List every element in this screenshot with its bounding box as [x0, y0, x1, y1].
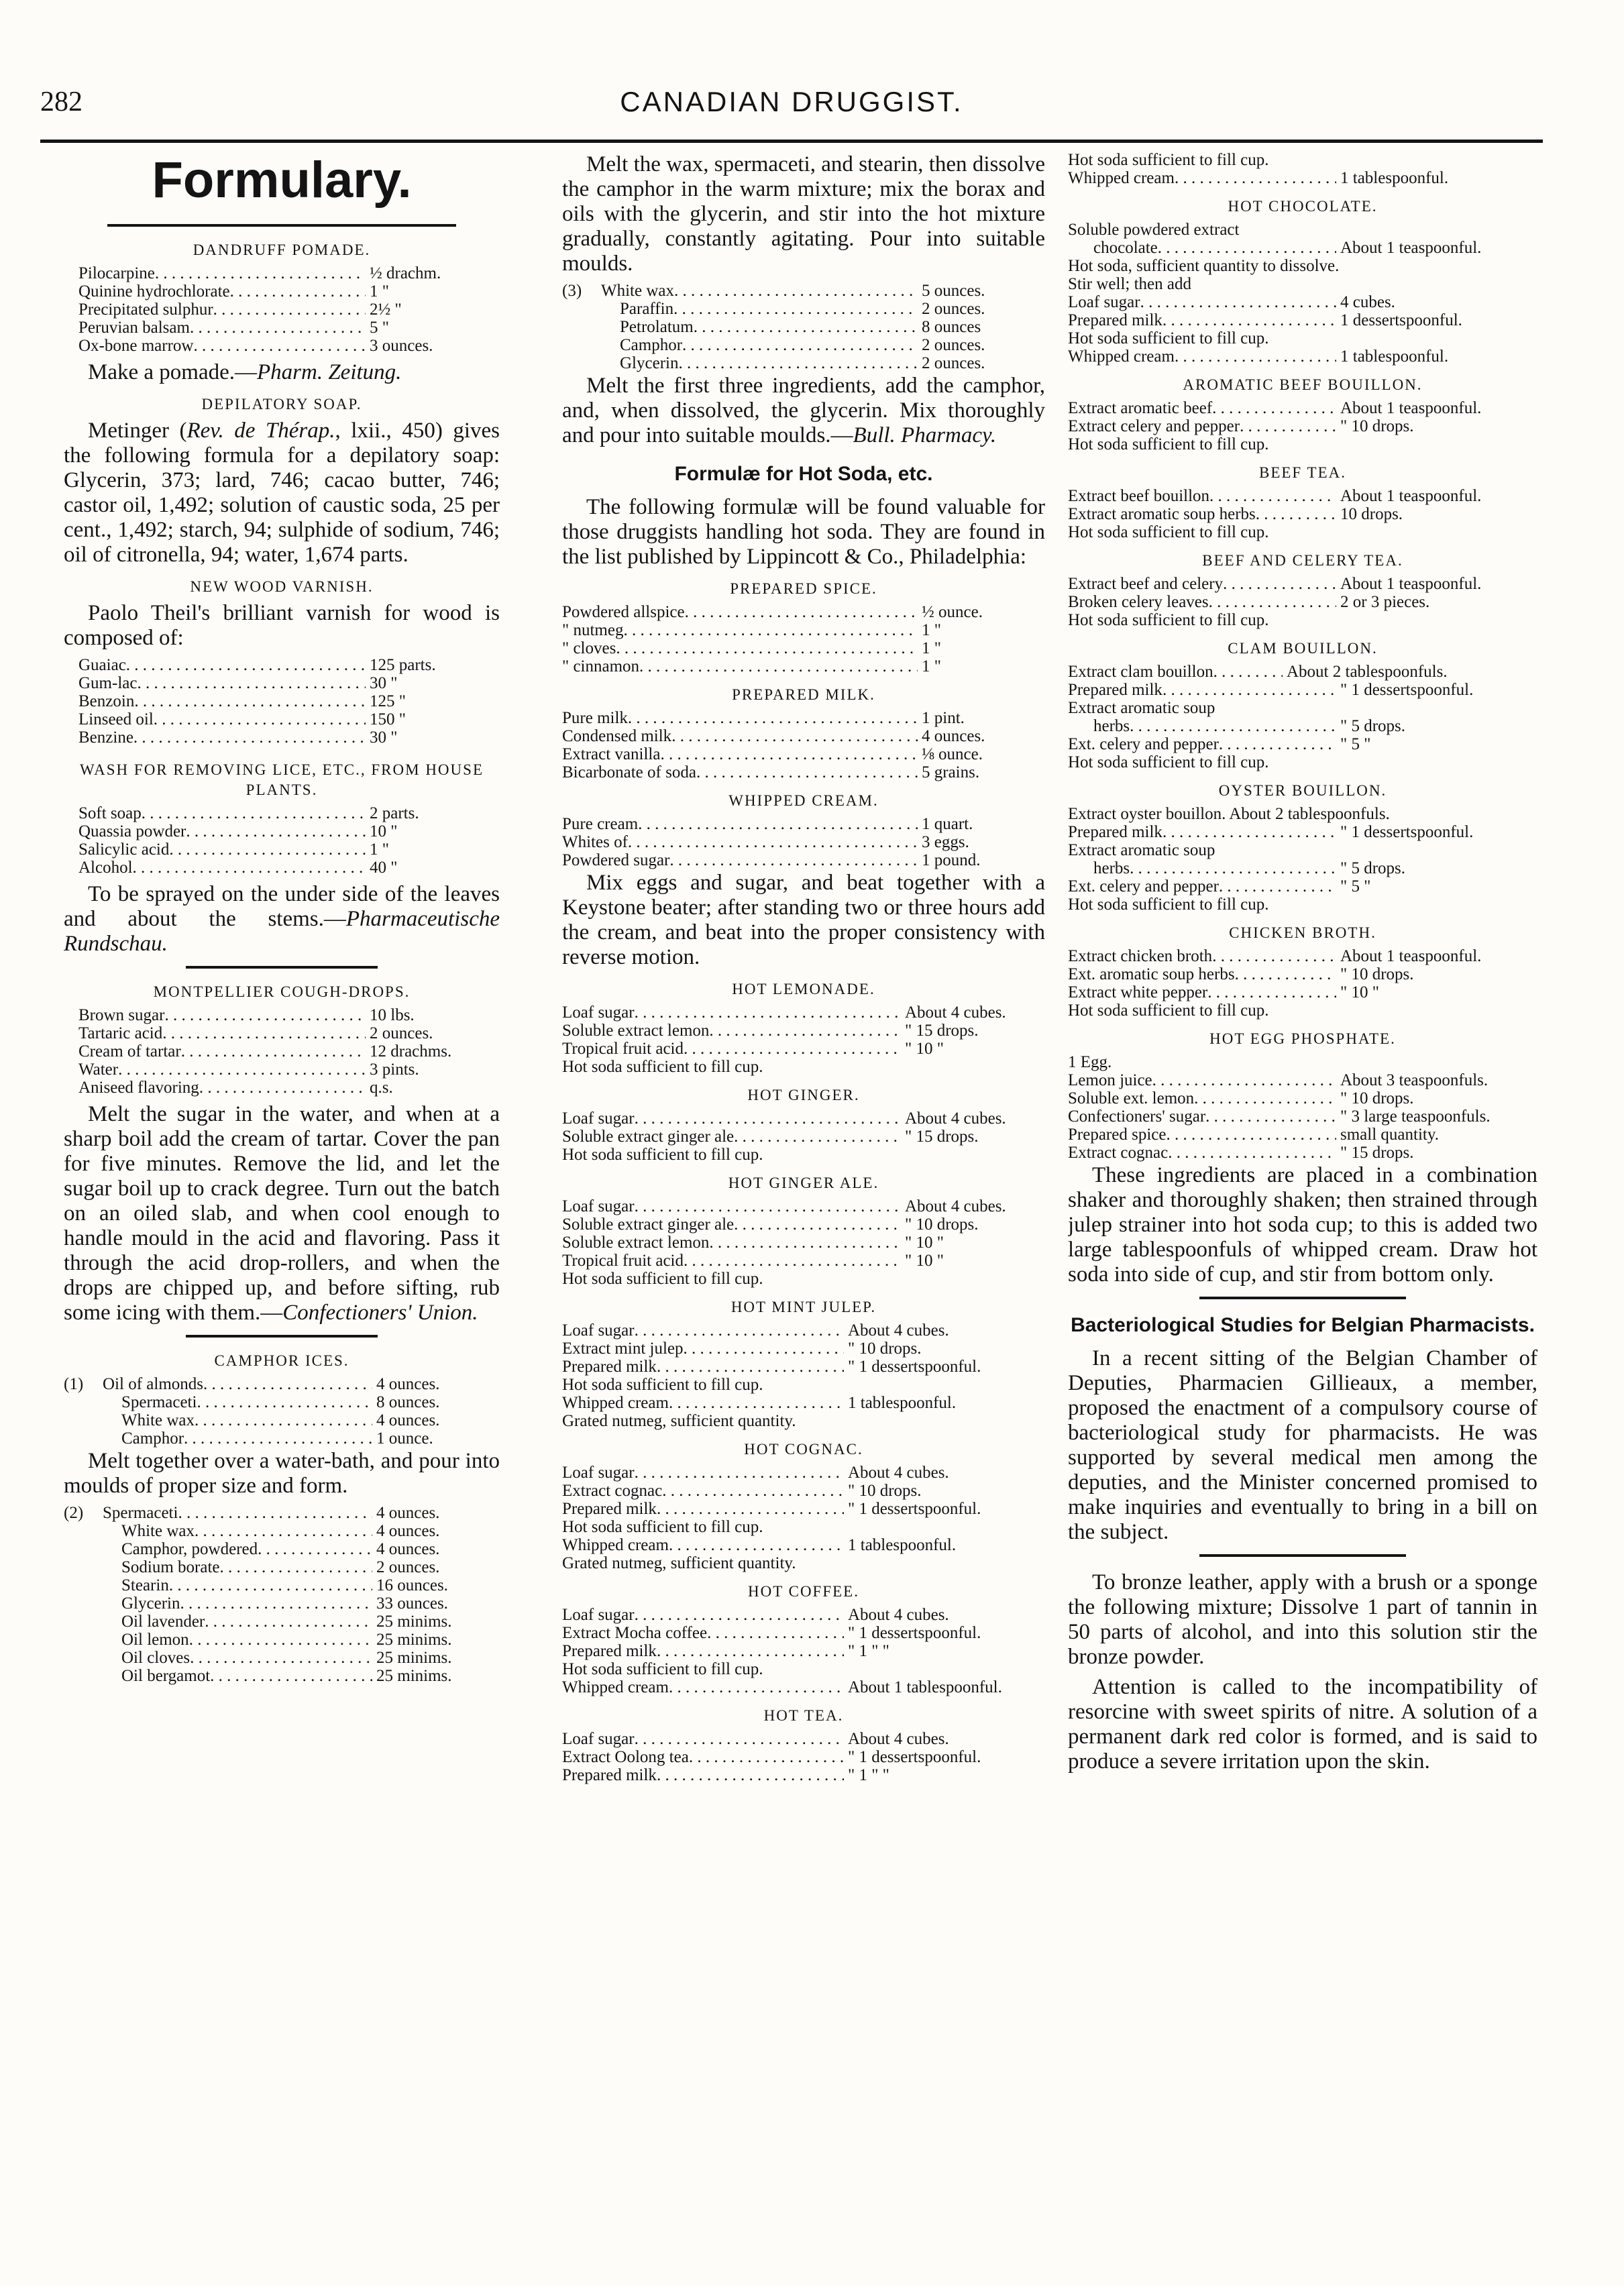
recipe-heading-hot-coffee: HOT COFFEE.: [748, 1583, 859, 1600]
ingredient-row: Loaf sugar . . . About 4 cubes.: [562, 1606, 1045, 1624]
recipe-heading-oyster-bouillon: OYSTER BOUILLON.: [1218, 782, 1387, 799]
recipe-heading-hot-cognac: HOT COGNAC.: [744, 1441, 863, 1458]
recipe-note: Hot soda sufficient to fill cup.: [562, 1660, 763, 1678]
recipe-note: Hot soda sufficient to fill cup.: [562, 1146, 763, 1164]
section-rule: [1199, 1297, 1406, 1299]
recipe-note: Hot soda sufficient to fill cup.: [1068, 151, 1269, 169]
recipe-heading-depilatory: DEPILATORY SOAP.: [201, 396, 362, 413]
ingredient-row: Precipitated sulphur . . . 2½ ": [78, 301, 493, 319]
recipe-note: Grated nutmeg, sufficient quantity.: [562, 1554, 796, 1572]
ingredient-row: Oil cloves . . . 25 minims.: [103, 1649, 500, 1667]
ingredient-row: White wax . . . 4 ounces.: [103, 1522, 500, 1540]
ingredient-row: Extract vanilla . . . ⅛ ounce.: [562, 745, 1045, 763]
ingredient-row: Spermaceti . . . 4 ounces.: [103, 1504, 500, 1522]
paragraph: Mix eggs and sugar, and beat together with a Keystone beater; after standing two or three hours add the cream, and beat into the proper consistency with reverse motion.: [562, 871, 1045, 969]
ingredient-row: Extract beef bouillon . . . About 1 teaspoonful.: [1068, 487, 1537, 505]
paragraph: To bronze leather, apply with a brush or a sponge the following mixture; Dissolve 1 part of tannin in 50 parts of alcohol, and into this solution stir the bronze powder.: [1068, 1570, 1537, 1669]
ingredient-row: Tropical fruit acid . . . " 10 ": [562, 1252, 1045, 1270]
formula-number: (2): [64, 1504, 84, 1522]
ingredient-row: Whipped cream . . . 1 tablespoonful.: [562, 1536, 1045, 1554]
ingredient-row: Whipped cream . . . About 1 tablespoonful.: [562, 1678, 1045, 1696]
numbered-formula: [64, 1375, 500, 1448]
recipe-heading-beef-tea: BEEF TEA.: [1258, 464, 1347, 481]
ingredient-row: Broken celery leaves . . . 2 or 3 pieces.: [1068, 593, 1537, 611]
ingredient-row: Extract mint julep . . . " 10 drops.: [562, 1340, 1045, 1358]
ingredient-row: Linseed oil . . . 150 ": [78, 710, 493, 728]
recipe-heading-aromatic-beef-bouillon: AROMATIC BEEF BOUILLON.: [1183, 376, 1423, 393]
ingredient-row: Benzoin . . . 125 ": [78, 692, 493, 710]
recipe-heading-lice: WASH FOR REMOVING LICE, ETC., FROM HOUSE PLANTS.: [79, 761, 484, 798]
ingredient-row: Prepared spice . . . small quantity.: [1068, 1126, 1537, 1144]
recipe-note: Hot soda sufficient to fill cup.: [1068, 435, 1269, 453]
ingredient-row: Prepared milk . . . " 1 dessertspoonful.: [562, 1500, 1045, 1518]
ingredient-row: Oil bergamot . . . 25 minims.: [103, 1667, 500, 1685]
ingredient-row: Salicylic acid . . . 1 ": [78, 840, 493, 859]
ingredient-row: Oil of almonds . . . 4 ounces.: [103, 1375, 500, 1393]
ingredient-row: Loaf sugar . . . About 4 cubes.: [562, 1321, 1045, 1340]
recipe-heading-dandruff: DANDRUFF POMADE.: [193, 241, 371, 258]
section-title: Formulary.: [152, 152, 412, 209]
ingredient-row: Water . . . 3 pints.: [78, 1060, 493, 1079]
recipe-note: Hot soda sufficient to fill cup.: [562, 1270, 763, 1288]
page-header: [40, 80, 1543, 144]
ingredient-row: Prepared milk . . . " 1 " ": [562, 1766, 1045, 1784]
recipe-heading-hot-egg-phosphate: HOT EGG PHOSPHATE.: [1209, 1030, 1396, 1047]
recipe-note: Hot soda sufficient to fill cup.: [562, 1376, 763, 1394]
ingredient-row: Loaf sugar . . . About 4 cubes.: [562, 1730, 1045, 1748]
ingredient-row: Prepared milk . . . " 1 dessertspoonful.: [562, 1358, 1045, 1376]
recipe-heading-hot-chocolate: HOT CHOCOLATE.: [1228, 198, 1378, 215]
paragraph: Metinger (Rev. de Thérap., lxii., 450) gives the following formula for a depilatory soap: Glycerin, 373; lard, 746; cacao butter, 746; castor oil, 1,492; solution of caustic soda, 25 per cent., 1,492; starch, 94; sulphide of sodium, 746; oil of citronella, 94; water, 1,674 parts.: [64, 419, 500, 567]
ingredient-row: White wax . . . 4 ounces.: [103, 1411, 500, 1429]
ingredient-row: Tropical fruit acid . . . " 10 ": [562, 1040, 1045, 1058]
ingredient-row: Ext. aromatic soup herbs . . . " 10 drops.: [1068, 965, 1537, 983]
ingredient-table: [64, 264, 500, 359]
recipe-heading-hot-tea: HOT TEA.: [763, 1707, 844, 1724]
ingredient-row: Powdered sugar . . . 1 pound.: [562, 851, 1045, 869]
recipe-heading-clam-bouillon: CLAM BOUILLON.: [1228, 640, 1378, 657]
recipe-heading-prepared-spice: PREPARED SPICE.: [730, 580, 877, 597]
ingredient-row: Oil lavender . . . 25 minims.: [103, 1613, 500, 1631]
paragraph: Melt the first three ingredients, add the camphor, and, when dissolved, the glycerin. Mix thoroughly and pour into suitable moulds.—Bull. Pharmacy.: [562, 374, 1045, 447]
ingredient-row: " nutmeg . . . 1 ": [562, 621, 1045, 639]
recipe-note: 1 Egg.: [1068, 1053, 1112, 1071]
ingredient-row: Paraffin . . . 2 ounces.: [601, 300, 1045, 318]
recipe-note: Hot soda sufficient to fill cup.: [1068, 329, 1269, 347]
ingredient-row: Bicarbonate of soda . . . 5 grains.: [562, 763, 1045, 781]
recipe-note: Extract oyster bouillon. About 2 tablespoonfuls.: [1068, 805, 1390, 823]
ingredient-row: Loaf sugar . . . About 4 cubes.: [562, 1003, 1045, 1022]
ingredient-row: Alcohol . . . 40 ": [78, 859, 493, 877]
ingredient-row: Prepared milk . . . " 1 dessertspoonful.: [1068, 823, 1537, 841]
ingredient-row: " cinnamon . . . 1 ": [562, 657, 1045, 675]
section-rule: [186, 966, 378, 969]
recipe-note: Hot soda sufficient to fill cup.: [562, 1058, 763, 1076]
ingredient-row: Ext. celery and pepper . . . " 5 ": [1068, 735, 1537, 753]
ingredient-row: Condensed milk . . . 4 ounces.: [562, 727, 1045, 745]
paragraph: Paolo Theil's brilliant varnish for wood is composed of:: [64, 601, 500, 650]
ingredient-row: " cloves . . . 1 ": [562, 639, 1045, 657]
source-citation: Confectioners' Union.: [282, 1301, 478, 1325]
ingredient-row: Soft soap . . . 2 parts.: [78, 804, 493, 822]
ingredient-row: Camphor . . . 1 ounce.: [103, 1429, 500, 1448]
source-citation: Pharm. Zeitung.: [257, 360, 402, 384]
article-heading-bacteriological: Bacteriological Studies for Belgian Pharmacists.: [1071, 1314, 1535, 1336]
ingredient-row: Glycerin . . . 2 ounces.: [601, 354, 1045, 372]
ingredient-row: Quassia powder . . . 10 ": [78, 822, 493, 840]
source-citation: Bull. Pharmacy.: [853, 423, 997, 447]
running-head: CANADIAN DRUGGIST.: [620, 86, 963, 117]
recipe-heading-prepared-milk: PREPARED MILK.: [732, 686, 875, 703]
ingredient-row: Camphor . . . 2 ounces.: [601, 336, 1045, 354]
recipe-heading-camphor-ices: CAMPHOR ICES.: [214, 1352, 349, 1369]
ingredient-table: [64, 1006, 500, 1101]
ingredient-row: Gum-lac . . . 30 ": [78, 674, 493, 692]
ingredient-row: Extract celery and pepper . . . " 10 drops.: [1068, 417, 1537, 435]
recipe-heading-chicken-broth: CHICKEN BROTH.: [1229, 924, 1376, 941]
paragraph: Make a pomade.—Pharm. Zeitung.: [88, 360, 402, 384]
recipe-note: Grated nutmeg, sufficient quantity.: [562, 1412, 796, 1430]
article-heading-hot-soda: Formulæ for Hot Soda, etc.: [674, 463, 933, 485]
column-1: [64, 151, 500, 2230]
ingredient-row: White wax . . . 5 ounces.: [601, 282, 1045, 300]
ingredient-row: Extract clam bouillon . . . About 2 tablespoonfuls.: [1068, 663, 1537, 681]
ingredient-row: Cream of tartar . . . 12 drachms.: [78, 1042, 493, 1060]
ingredient-row: Pilocarpine . . . ½ drachm.: [78, 264, 493, 282]
paragraph: These ingredients are placed in a combination shaker and thoroughly shaken; then strained through julep strainer into hot soda cup; to this is added two large tablespoonfuls of whipped cream. Draw hot soda into side of cup, and stir from bottom only.: [1068, 1163, 1537, 1287]
recipe-heading-whipped-cream: WHIPPED CREAM.: [728, 792, 879, 809]
ingredient-row: Petrolatum . . . 8 ounces: [601, 318, 1045, 336]
recipe-note: Soluble powdered extract: [1068, 221, 1240, 239]
recipe-note: Hot soda sufficient to fill cup.: [1068, 895, 1269, 914]
ingredient-row: Extract aromatic soup herbs . . . 10 drops.: [1068, 505, 1537, 523]
ingredient-row: Peruvian balsam . . . 5 ": [78, 319, 493, 337]
ingredient-row: Spermaceti . . . 8 ounces.: [103, 1393, 500, 1411]
recipe-note: Hot soda sufficient to fill cup.: [1068, 753, 1269, 771]
ingredient-row: Extract beef and celery . . . About 1 teaspoonful.: [1068, 575, 1537, 593]
section-rule: [186, 1335, 378, 1338]
ingredient-row: Extract aromatic beef . . . About 1 teaspoonful.: [1068, 399, 1537, 417]
ingredient-row: Extract cognac . . . " 15 drops.: [1068, 1144, 1537, 1162]
recipe-note: Hot soda, sufficient quantity to dissolve.: [1068, 257, 1340, 275]
ingredient-row: Lemon juice . . . About 3 teaspoonfuls.: [1068, 1071, 1537, 1089]
ingredient-row: Aniseed flavoring . . . q.s.: [78, 1079, 493, 1097]
formula-number: (3): [562, 282, 582, 300]
ingredient-row: herbs . . . " 5 drops.: [1068, 859, 1537, 877]
recipe-note: Extract aromatic soup: [1068, 699, 1215, 717]
ingredient-row: Quinine hydrochlorate . . . 1 ": [78, 282, 493, 301]
recipe-heading-varnish: NEW WOOD VARNISH.: [190, 578, 374, 595]
ingredient-row: Tartaric acid . . . 2 ounces.: [78, 1024, 493, 1042]
ingredient-row: Loaf sugar . . . About 4 cubes.: [562, 1109, 1045, 1128]
ingredient-row: Powdered allspice . . . ½ ounce.: [562, 603, 1045, 621]
ingredient-row: Oil lemon . . . 25 minims.: [103, 1631, 500, 1649]
ingredient-row: Glycerin . . . 33 ounces.: [103, 1594, 500, 1613]
ingredient-row: Confectioners' sugar . . . " 3 large teaspoonfuls.: [1068, 1107, 1537, 1126]
ingredient-row: Ox-bone marrow . . . 3 ounces.: [78, 337, 493, 355]
recipe-note: Hot soda sufficient to fill cup.: [562, 1518, 763, 1536]
recipe-heading-hot-ginger: HOT GINGER.: [747, 1087, 860, 1103]
ingredient-row: Pure cream . . . 1 quart.: [562, 815, 1045, 833]
paragraph: The following formulæ will be found valuable for those druggists handling hot soda. They are found in the list published by Lippincott & Co., Philadelphia:: [562, 495, 1045, 569]
ingredient-row: Extract cognac . . . " 10 drops.: [562, 1482, 1045, 1500]
ingredient-row: Prepared milk . . . 1 dessertspoonful.: [1068, 311, 1537, 329]
ingredient-row: Camphor, powdered . . . 4 ounces.: [103, 1540, 500, 1558]
recipe-heading-hot-mint-julep: HOT MINT JULEP.: [730, 1299, 877, 1315]
ingredient-row: chocolate . . . About 1 teaspoonful.: [1068, 239, 1537, 257]
ingredient-row: Soluble extract ginger ale . . . " 10 drops.: [562, 1215, 1045, 1234]
recipe-note: Extract aromatic soup: [1068, 841, 1215, 859]
ingredient-row: Pure milk . . . 1 pint.: [562, 709, 1045, 727]
ingredient-row: Loaf sugar . . . About 4 cubes.: [562, 1464, 1045, 1482]
ingredient-row: Soluble extract lemon . . . " 15 drops.: [562, 1022, 1045, 1040]
ingredient-row: Extract Oolong tea . . . " 1 dessertspoonful.: [562, 1748, 1045, 1766]
paragraph: To be sprayed on the under side of the leaves and about the stems.—Pharmaceutische Rundschau.: [64, 882, 500, 956]
ingredient-row: Extract chicken broth . . . About 1 teaspoonful.: [1068, 947, 1537, 965]
page-number: 282: [40, 87, 83, 117]
paragraph: Attention is called to the incompatibility of resorcine with sweet spirits of nitre. A solution of a permanent dark red color is formed, and is said to produce a severe irritation upon the skin.: [1068, 1675, 1537, 1774]
ingredient-row: Prepared milk . . . " 1 " ": [562, 1642, 1045, 1660]
ingredient-row: Benzine . . . 30 ": [78, 728, 493, 747]
ingredient-row: Loaf sugar . . . About 4 cubes.: [562, 1197, 1045, 1215]
ingredient-row: Ext. celery and pepper . . . " 5 ": [1068, 877, 1537, 895]
recipe-heading-beef-and-celery-tea: BEEF AND CELERY TEA.: [1202, 552, 1403, 569]
source-citation: Rev. de Thérap.: [186, 419, 335, 443]
recipe-note: Hot soda sufficient to fill cup.: [1068, 611, 1269, 629]
ingredient-row: Soluble ext. lemon . . . " 10 drops.: [1068, 1089, 1537, 1107]
source-citation: Pharmaceutische Rundschau.: [64, 907, 500, 956]
recipe-heading-hot-lemonade: HOT LEMONADE.: [732, 981, 875, 997]
ingredient-row: Whipped cream . . . 1 tablespoonful.: [1068, 347, 1537, 366]
ingredient-table: [64, 804, 500, 881]
ingredient-row: herbs . . . " 5 drops.: [1068, 717, 1537, 735]
title-rule: [107, 224, 456, 227]
recipe-note: Stir well; then add: [1068, 275, 1191, 293]
recipe-note: Hot soda sufficient to fill cup.: [1068, 1001, 1269, 1020]
ingredient-row: Guaiac . . . 125 parts.: [78, 656, 493, 674]
header-rule: [40, 140, 1543, 143]
numbered-formula: [562, 282, 1045, 372]
ingredient-row: Soluble extract ginger ale . . . " 15 drops.: [562, 1128, 1045, 1146]
recipe-heading-cough-drops: MONTPELLIER COUGH-DROPS.: [153, 983, 411, 1000]
paragraph: Melt the sugar in the water, and when at a sharp boil add the cream of tartar. Cover the pan for five minutes. Remove the lid, and let the sugar boil up to crack degree. Turn out the batch on an oiled slab, and when cool enough to handle mould in the acid and flavoring. Pass it through the acid drop-rollers, and when the drops are chipped up, and before sifting, rub some icing with them.—Confectioners' Union.: [64, 1102, 500, 1325]
ingredient-row: Whipped cream . . . 1 tablespoonful.: [1068, 169, 1537, 187]
ingredient-row: Sodium borate . . . 2 ounces.: [103, 1558, 500, 1576]
formula-number: (1): [64, 1375, 84, 1393]
recipe-heading-hot-ginger-ale: HOT GINGER ALE.: [728, 1175, 879, 1191]
ingredient-row: Loaf sugar . . . 4 cubes.: [1068, 293, 1537, 311]
ingredient-row: Stearin . . . 16 ounces.: [103, 1576, 500, 1594]
ingredient-table: [64, 656, 500, 751]
column-3: [1068, 151, 1537, 2230]
recipe-note: Hot soda sufficient to fill cup.: [1068, 523, 1269, 541]
paragraph: Melt together over a water-bath, and pour into moulds of proper size and form.: [64, 1449, 500, 1498]
ingredient-row: Whites of . . . 3 eggs.: [562, 833, 1045, 851]
section-rule: [1199, 1554, 1406, 1557]
paragraph: Melt the wax, spermaceti, and stearin, then dissolve the camphor in the warm mixture; mix the borax and oils with the glycerin, and stir into the hot mixture gradually, constantly agitating. Pour into suitable moulds.: [562, 152, 1045, 276]
paragraph: In a recent sitting of the Belgian Chamber of Deputies, Pharmacien Gillieaux, a member, proposed the enactment of a compulsory course of bacteriological study for pharmacists. He was supported by several medical men among the deputies, and the Minister concerned promised to make inquiries and eventually to bring in a bill on the subject.: [1068, 1346, 1537, 1544]
ingredient-row: Whipped cream . . . 1 tablespoonful.: [562, 1394, 1045, 1412]
column-2: [562, 151, 1045, 2230]
ingredient-row: Extract Mocha coffee . . . " 1 dessertspoonful.: [562, 1624, 1045, 1642]
ingredient-row: Extract white pepper . . . " 10 ": [1068, 983, 1537, 1001]
ingredient-row: Soluble extract lemon . . . " 10 ": [562, 1234, 1045, 1252]
numbered-formula: [64, 1504, 500, 1685]
ingredient-row: Prepared milk . . . " 1 dessertspoonful.: [1068, 681, 1537, 699]
ingredient-row: Brown sugar . . . 10 lbs.: [78, 1006, 493, 1024]
